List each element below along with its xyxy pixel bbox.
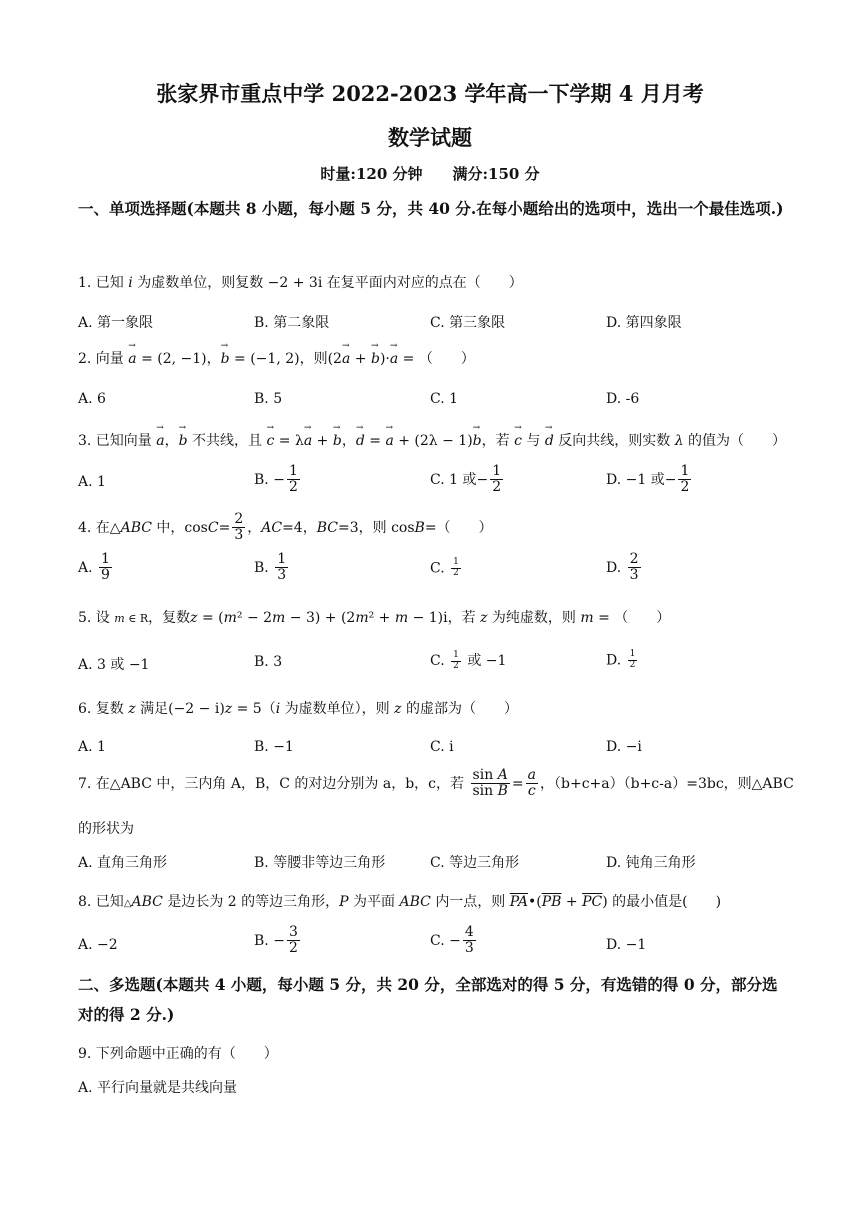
question-7-cont: 的形状为 (78, 821, 134, 837)
q3-option-d[interactable]: D. −1 或− $\frac{1}{2}$ (606, 463, 690, 496)
question-3: 3. 已知向量 → a，→ b 不共线，且 → c = λ→ a + → b，→ d = → a + (2λ − 1)→ b，若 → c 与 → d 反向共线，则实数 λ 的值为（ ） (78, 430, 790, 450)
q1-option-b[interactable]: B. 第二象限 (254, 315, 330, 331)
q3-option-a[interactable]: A. 1 (78, 474, 106, 490)
q2-option-a[interactable]: A. 6 (78, 391, 106, 407)
q6-option-d[interactable]: D. −i (606, 739, 642, 755)
question-4: 4. 在△ABC 中，cosC= $\frac{2}{3}$ ，AC=4，BC=3，则 cosB=（ ） (78, 511, 493, 544)
section-single-choice: 一、单项选择题(本题共 8 小题，每小题 5 分，共 40 分.在每小题给出的选项中，选出一个最佳选项.) (78, 199, 784, 218)
question-1: 1. 已知 i 为虚数单位，则复数 −2 + 3i 在复平面内对应的点在（ ） (78, 275, 523, 291)
q5-option-d[interactable]: D. $\frac{1}{2}$ (606, 649, 636, 670)
question-6: 6. 复数 z 满足(−2 − i)z = 5（i 为虚数单位），则 z 的虚部为（ ） (78, 701, 518, 717)
q2-option-c[interactable]: C. 1 (430, 391, 459, 407)
q1-option-d[interactable]: D. 第四象限 (606, 315, 682, 331)
q2-option-d[interactable]: D. -6 (606, 391, 640, 407)
q4-option-b[interactable]: B. $\frac{1}{3}$ (254, 551, 287, 584)
q4-option-a[interactable]: A. $\frac{1}{9}$ (78, 551, 110, 584)
exam-title: 张家界市重点中学 2022-2023 学年高一下学期 4 月月考 (156, 81, 704, 106)
q5-option-a[interactable]: A. 3 或 −1 (78, 657, 150, 673)
q1-option-a[interactable]: A. 第一象限 (78, 315, 154, 331)
q1-option-c[interactable]: C. 第三象限 (430, 315, 506, 331)
q5-option-c[interactable]: C. $\frac{1}{2}$ 或 −1 (430, 649, 507, 671)
q4-option-d[interactable]: D. $\frac{2}{3}$ (606, 551, 639, 584)
q7-option-d[interactable]: D. 钝角三角形 (606, 855, 696, 871)
exam-meta: 时量:120 分钟 满分:150 分 (320, 165, 540, 183)
q7-option-c[interactable]: C. 等边三角形 (430, 855, 520, 871)
section-multiple-choice: 二、多选题(本题共 4 小题，每小题 5 分，共 20 分，全部选对的得 5 分，有选错的得 0 分，部分选对的得 2 分.) (78, 975, 778, 1024)
exam-subtitle: 数学试题 (388, 125, 472, 150)
q2-option-b[interactable]: B. 5 (254, 391, 283, 407)
q9-option-a[interactable]: A. 平行向量就是共线向量 (78, 1080, 238, 1096)
q6-option-b[interactable]: B. −1 (254, 739, 294, 755)
q7-option-b[interactable]: B. 等腰非等边三角形 (254, 855, 386, 871)
q8-option-b[interactable]: B. − $\frac{3}{2}$ (254, 924, 298, 957)
q4-option-c[interactable]: C. $\frac{1}{2}$ (430, 557, 459, 578)
q8-option-d[interactable]: D. −1 (606, 937, 647, 953)
q8-option-c[interactable]: C. − $\frac{4}{3}$ (430, 924, 474, 957)
q5-option-b[interactable]: B. 3 (254, 654, 283, 670)
question-2: 2. 向量 → a = (2, −1)，→ b = (−1, 2)，则(2→ a + → b)·→ a = （ ） (78, 348, 790, 368)
q6-option-c[interactable]: C. i (430, 739, 454, 755)
q6-option-a[interactable]: A. 1 (78, 739, 106, 755)
q3-option-b[interactable]: B. − $\frac{1}{2}$ (254, 463, 298, 496)
q3-option-c[interactable]: C. 1 或− $\frac{1}{2}$ (430, 463, 502, 496)
q7-option-a[interactable]: A. 直角三角形 (78, 855, 168, 871)
q8-option-a[interactable]: A. −2 (78, 937, 118, 953)
question-7: 7. 在△ABC 中，三内角 A，B，C 的对边分别为 a，b，c，若 $\frac{\text{sin A}}{\text{sin B}}$ = $\frac{a}{c}$ ，（b+c+a）（b+c-a）=3bc，则△ABC (78, 767, 794, 800)
question-9: 9. 下列命题中正确的有（ ） (78, 1046, 278, 1062)
question-8: 8. 已知△ABC 是边长为 2 的等边三角形，P 为平面 ABC 内一点，则 $\overline{PA}•(\overline{PB} + \overline{PC})$ 的最小值是( ) (78, 894, 722, 910)
question-5: 5. 设 m ∈ R，复数z = (m² − 2m − 3) + (2m² + m − 1)i，若 z 为纯虚数，则 m = （ ） (78, 610, 671, 626)
